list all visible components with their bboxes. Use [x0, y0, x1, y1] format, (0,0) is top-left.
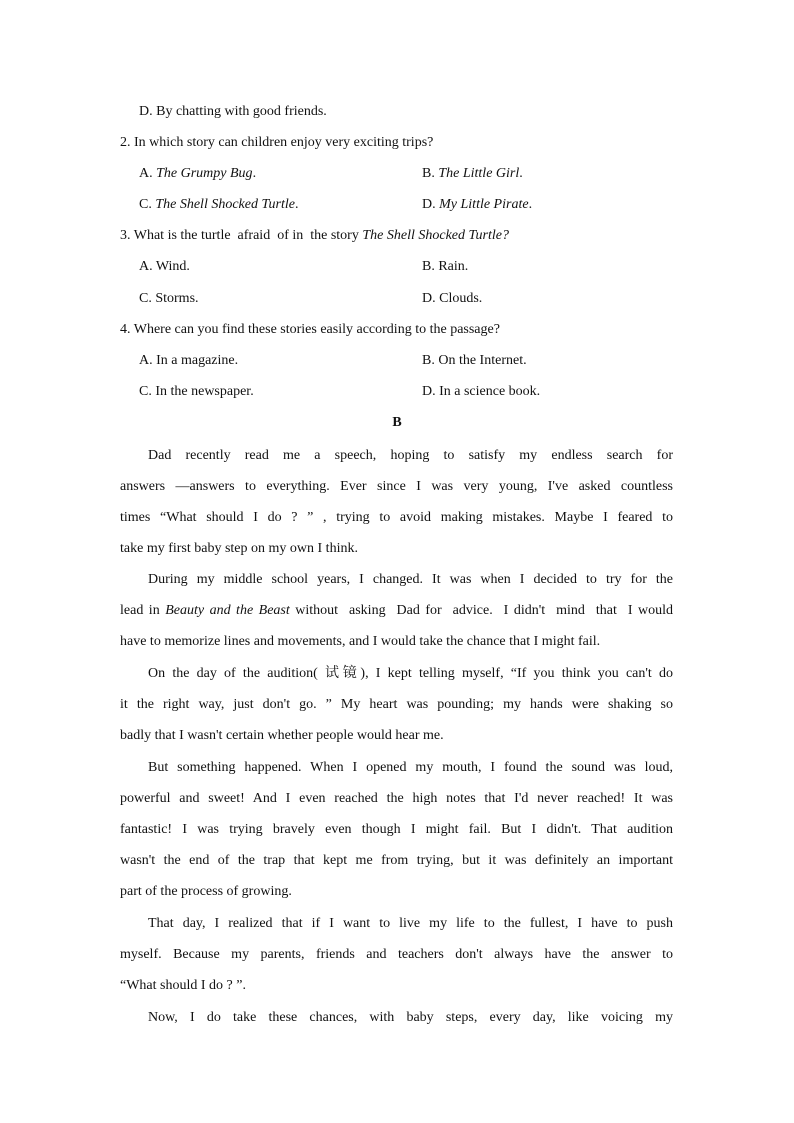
q2-option-b: B. The Little Girl.	[422, 166, 523, 181]
passage-line: powerful and sweet! And I even reached the high notes that I'd never reached! It was	[120, 791, 673, 806]
q4-option-d: D. In a science book.	[422, 384, 541, 399]
q3-option-b: B. Rain.	[422, 259, 469, 274]
passage-line: During my middle school years, I changed. It was when I decided to try for the	[148, 572, 673, 587]
q4-option-c: C. In the newspaper.	[139, 384, 254, 399]
passage-line: “What should I do ? ”.	[120, 978, 246, 993]
section-title: B	[392, 415, 402, 430]
passage-line: times “What should I do ? ” , trying to avoid making mistakes. Maybe I feared to	[120, 510, 673, 525]
passage-line: Now, I do take these chances, with baby steps, every day, like voicing my	[148, 1010, 673, 1025]
passage-line: Dad recently read me a speech, hoping to satisfy my endless search for	[148, 448, 673, 463]
passage-line: answers —answers to everything. Ever since I was very young, I've asked countless	[120, 479, 673, 494]
q3-option-c: C. Storms.	[139, 291, 199, 306]
passage-line: lead in Beauty and the Beast without asking Dad for advice. I didn't mind that I would	[120, 603, 674, 618]
q1-option-d: D. By chatting with good friends.	[139, 104, 327, 119]
passage-line: it the right way, just don't go. ” My heart was pounding; my hands were shaking so	[120, 697, 673, 712]
q2-option-c: C. The Shell Shocked Turtle.	[139, 197, 299, 212]
q4-stem: 4. Where can you find these stories easily according to the passage?	[120, 322, 500, 337]
passage-line: fantastic! I was trying bravely even though I might fail. But I didn't. That audition	[120, 822, 673, 837]
passage-line: badly that I wasn't certain whether people would hear me.	[120, 728, 444, 743]
passage-line: wasn't the end of the trap that kept me from trying, but it was definitely an important	[120, 853, 673, 868]
passage-line: On the day of the audition( 试镜), I kept telling myself, “If you think you can't do	[148, 666, 673, 681]
q2-option-a: A. The Grumpy Bug.	[139, 166, 257, 181]
q2-option-d: D. My Little Pirate.	[422, 197, 533, 212]
q3-option-d: D. Clouds.	[422, 291, 483, 306]
q4-option-a: A. In a magazine.	[139, 353, 239, 368]
q3-option-a: A. Wind.	[139, 259, 190, 274]
passage-line: take my first baby step on my own I think.	[120, 541, 358, 556]
q3-stem: 3. What is the turtle afraid of in the story The Shell Shocked Turtle?	[120, 228, 509, 243]
passage-line: But something happened. When I opened my mouth, I found the sound was loud,	[148, 760, 673, 775]
passage-line: That day, I realized that if I want to live my life to the fullest, I have to push	[148, 916, 673, 931]
q2-stem: 2. In which story can children enjoy very exciting trips?	[120, 135, 434, 150]
passage-line: myself. Because my parents, friends and teachers don't always have the answer to	[120, 947, 673, 962]
q4-option-b: B. On the Internet.	[422, 353, 527, 368]
passage-line: part of the process of growing.	[120, 884, 292, 899]
passage-line: have to memorize lines and movements, and I would take the chance that I might fail.	[120, 634, 601, 649]
